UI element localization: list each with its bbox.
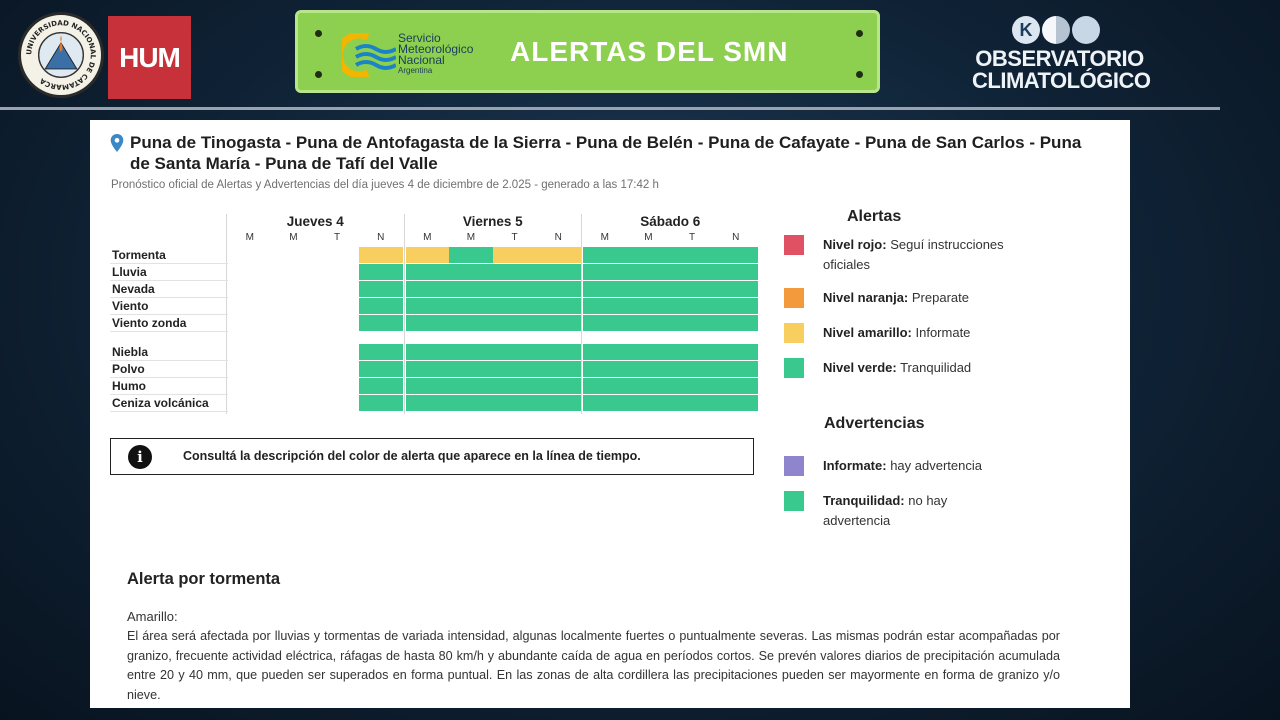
alert-cell-verde[interactable] <box>627 344 671 360</box>
alert-cell-verde[interactable] <box>714 361 758 377</box>
row-label: Ceniza volcánica <box>112 396 209 410</box>
university-seal-icon <box>21 15 101 95</box>
alert-cell-verde[interactable] <box>583 264 627 280</box>
legend-item <box>784 358 1014 378</box>
alert-cell-verde[interactable] <box>406 395 450 411</box>
period-label: M <box>600 232 609 243</box>
legend-level-desc: Preparate <box>911 290 969 305</box>
alert-cell-verde[interactable] <box>449 247 493 263</box>
alert-cell-verde[interactable] <box>359 395 403 411</box>
alert-cell-verde[interactable] <box>449 298 493 314</box>
day-header: Sábado 6 <box>640 214 701 229</box>
period-label: N <box>732 232 740 243</box>
legend-swatch <box>784 456 804 476</box>
alert-cell-verde[interactable] <box>714 298 758 314</box>
alert-cell-verde[interactable] <box>493 264 537 280</box>
alert-cell-verde[interactable] <box>449 315 493 331</box>
alert-cell-verde[interactable] <box>406 298 450 314</box>
legend-swatch <box>784 491 804 511</box>
period-label: M <box>289 232 298 243</box>
banner-title: ALERTAS DEL SMN <box>510 36 789 67</box>
alert-cell-verde[interactable] <box>536 281 580 297</box>
alert-cell-verde[interactable] <box>536 378 580 394</box>
legend-level-name: Nivel rojo: <box>823 237 887 252</box>
alert-cell-verde[interactable] <box>714 315 758 331</box>
location-heading <box>110 132 1090 174</box>
alert-panel <box>90 120 1130 708</box>
legend-text <box>823 491 1014 531</box>
alert-cell-amarillo[interactable] <box>359 247 403 263</box>
alert-cell-verde[interactable] <box>406 264 450 280</box>
period-label: N <box>377 232 385 243</box>
alert-cell-verde[interactable] <box>627 247 671 263</box>
alert-cell-verde[interactable] <box>536 361 580 377</box>
day-header: Jueves 4 <box>286 214 344 229</box>
legend-level-desc: Seguí instrucciones oficiales <box>823 237 1004 272</box>
alert-cell-verde[interactable] <box>406 361 450 377</box>
legend-level-desc: Informate <box>915 325 971 340</box>
alert-cell-verde[interactable] <box>493 378 537 394</box>
alert-cell-verde[interactable] <box>670 281 714 297</box>
smn-alert-banner <box>295 10 880 93</box>
period-label: M <box>423 232 432 243</box>
alert-cell-verde[interactable] <box>406 281 450 297</box>
alert-cell-verde[interactable] <box>583 361 627 377</box>
alert-cell-verde[interactable] <box>627 264 671 280</box>
alert-cell-verde[interactable] <box>359 298 403 314</box>
alert-cell-verde[interactable] <box>583 247 627 263</box>
row-label: Niebla <box>112 345 149 359</box>
legend-level-name: Nivel amarillo: <box>823 325 912 340</box>
info-text: Consultá la descripción del color de alerta que aparece en la línea de tiempo. <box>183 449 641 463</box>
observatorio-title: OBSERVATORIO CLIMATOLÓGICO <box>972 46 1151 93</box>
alert-cell-verde[interactable] <box>714 247 758 263</box>
legend-item <box>784 491 1014 531</box>
row-divider <box>110 280 228 281</box>
legend-item <box>784 288 1014 308</box>
alert-cell-verde[interactable] <box>493 281 537 297</box>
alert-cell-verde[interactable] <box>627 395 671 411</box>
row-label: Nevada <box>112 282 155 296</box>
period-label: N <box>554 232 562 243</box>
row-divider <box>110 331 228 332</box>
row-divider <box>110 411 228 412</box>
alert-cell-verde[interactable] <box>536 395 580 411</box>
location-text: Puna de Tinogasta - Puna de Antofagasta de la Sierra - Puna de Belén - Puna de Cafayate - Puna de San Carlos - Puna de Santa María - Puna de Tafí del Valle <box>130 133 1082 173</box>
alert-cell-verde[interactable] <box>536 298 580 314</box>
legend-level-name: Tranquilidad: <box>823 493 905 508</box>
row-divider <box>110 360 228 361</box>
period-label: T <box>334 232 341 243</box>
alert-cell-verde[interactable] <box>449 264 493 280</box>
alert-body: El área será afectada por lluvias y tormentas de variada intensidad, algunas localmente fuertes o puntualmente severas. Las mismas podrán estar acompañadas por granizo, frecuente actividad eléctrica, ráfagas de hasta 80 km/h y abundante caída de agua en períodos cortos. Se prevén valores diarios de precipitación acumulada entre 20 y 40 mm, que pueden ser superados en forma puntual. En las zonas de alta cordillera las precipitaciones pueden ser mayormente en forma de granizo y/o nieve. <box>127 629 1060 702</box>
observatorio-logo <box>972 16 1152 98</box>
alert-cell-verde[interactable] <box>449 281 493 297</box>
alert-cell-verde[interactable] <box>536 344 580 360</box>
alert-cell-verde[interactable] <box>714 264 758 280</box>
alert-cell-verde[interactable] <box>359 344 403 360</box>
alert-cell-verde[interactable] <box>406 315 450 331</box>
hum-logo: HUM <box>108 16 191 99</box>
alert-cell-verde[interactable] <box>359 378 403 394</box>
alert-cell-verde[interactable] <box>670 247 714 263</box>
k-icon: K <box>1012 16 1040 44</box>
alert-cell-verde[interactable] <box>627 361 671 377</box>
legend-swatch <box>784 235 804 255</box>
header-divider <box>0 107 1220 110</box>
day-separator <box>404 214 405 414</box>
alert-cell-verde[interactable] <box>493 315 537 331</box>
legend-item <box>784 323 1014 343</box>
row-divider <box>110 394 228 395</box>
alert-cell-verde[interactable] <box>714 395 758 411</box>
moon-icon <box>1042 16 1070 44</box>
legend-level-name: Nivel naranja: <box>823 290 909 305</box>
alert-cell-verde[interactable] <box>493 344 537 360</box>
legend-warnings-title: Advertencias <box>824 415 925 432</box>
row-label: Lluvia <box>112 265 147 279</box>
row-label: Viento <box>112 299 149 313</box>
legend-text <box>823 323 970 343</box>
row-label: Tormenta <box>112 248 166 262</box>
legend-level-desc: Tranquilidad <box>900 360 972 375</box>
row-divider <box>110 297 228 298</box>
row-label: Humo <box>112 379 146 393</box>
legend-swatch <box>784 288 804 308</box>
alert-timeline <box>110 214 755 414</box>
legend-item <box>784 235 1014 275</box>
period-label: T <box>689 232 696 243</box>
period-label: M <box>245 232 254 243</box>
alert-cell-verde[interactable] <box>359 281 403 297</box>
alert-cell-verde[interactable] <box>670 264 714 280</box>
legend-text <box>823 288 969 308</box>
alert-cell-verde[interactable] <box>449 361 493 377</box>
legend-text <box>823 235 1014 275</box>
alert-cell-verde[interactable] <box>449 378 493 394</box>
alert-title: Alerta por tormenta <box>127 570 281 588</box>
legend-level-desc: hay advertencia <box>890 458 982 473</box>
alert-cell-verde[interactable] <box>714 281 758 297</box>
day-header: Viernes 5 <box>462 214 523 229</box>
alert-cell-amarillo[interactable] <box>536 247 580 263</box>
forecast-note: Pronóstico oficial de Alertas y Advertencias del día jueves 4 de diciembre de 2.025 - generado a las 17:42 h <box>111 179 659 191</box>
legend-item <box>784 456 1014 476</box>
alert-cell-verde[interactable] <box>670 315 714 331</box>
period-label: M <box>466 232 476 243</box>
alert-cell-verde[interactable] <box>449 395 493 411</box>
alert-cell-verde[interactable] <box>714 344 758 360</box>
row-label: Polvo <box>112 362 145 376</box>
alert-cell-verde[interactable] <box>670 344 714 360</box>
alert-cell-verde[interactable] <box>670 361 714 377</box>
period-label: T <box>511 232 518 243</box>
svg-text:UNIVERSIDAD NACIONAL DE CATAMA: UNIVERSIDAD NACIONAL DE CATAMARCA <box>25 19 97 91</box>
legend-swatch <box>784 323 804 343</box>
location-pin-icon <box>110 134 124 152</box>
alert-cell-verde[interactable] <box>583 281 627 297</box>
alert-cell-verde[interactable] <box>714 378 758 394</box>
alert-cell-verde[interactable] <box>493 298 537 314</box>
period-label: M <box>644 232 653 243</box>
alert-cell-verde[interactable] <box>627 378 671 394</box>
alert-cell-verde[interactable] <box>627 315 671 331</box>
alert-cell-verde[interactable] <box>536 315 580 331</box>
alert-cell-verde[interactable] <box>406 344 450 360</box>
alert-cell-verde[interactable] <box>359 315 403 331</box>
smn-logo-text: Servicio Meteorológico Nacional Argentina <box>398 31 474 75</box>
alert-cell-verde[interactable] <box>359 361 403 377</box>
university-logo <box>18 12 104 98</box>
legend-text <box>823 456 982 476</box>
row-label: Viento zonda <box>112 316 187 330</box>
alert-cell-verde[interactable] <box>627 281 671 297</box>
alert-cell-verde[interactable] <box>583 378 627 394</box>
alert-cell-verde[interactable] <box>583 395 627 411</box>
alert-cell-verde[interactable] <box>536 264 580 280</box>
alert-cell-verde[interactable] <box>670 298 714 314</box>
row-divider <box>110 377 228 378</box>
smn-logo-icon <box>342 33 396 77</box>
alert-cell-verde[interactable] <box>670 378 714 394</box>
legend-alerts-title: Alertas <box>847 208 902 225</box>
alert-cell-amarillo[interactable] <box>406 247 450 263</box>
alert-cell-verde[interactable] <box>406 378 450 394</box>
row-divider <box>110 314 228 315</box>
alert-cell-verde[interactable] <box>493 395 537 411</box>
alert-cell-verde[interactable] <box>449 344 493 360</box>
alert-cell-verde[interactable] <box>583 298 627 314</box>
legend-level-name: Nivel verde: <box>823 360 897 375</box>
alert-cell-verde[interactable] <box>670 395 714 411</box>
alert-level: Amarillo: <box>127 609 178 624</box>
alert-cell-verde[interactable] <box>359 264 403 280</box>
day-separator <box>581 214 582 414</box>
legend-level-name: Informate: <box>823 458 887 473</box>
info-box <box>110 438 754 475</box>
weather-icon <box>1072 16 1100 44</box>
legend-text <box>823 358 971 378</box>
alert-cell-amarillo[interactable] <box>493 247 537 263</box>
info-icon: i <box>128 445 152 469</box>
legend-level-desc: no hay advertencia <box>823 493 948 528</box>
legend-swatch <box>784 358 804 378</box>
alert-cell-verde[interactable] <box>627 298 671 314</box>
alert-cell-verde[interactable] <box>493 361 537 377</box>
row-divider <box>110 263 228 264</box>
alert-cell-verde[interactable] <box>583 315 627 331</box>
alert-cell-verde[interactable] <box>583 344 627 360</box>
